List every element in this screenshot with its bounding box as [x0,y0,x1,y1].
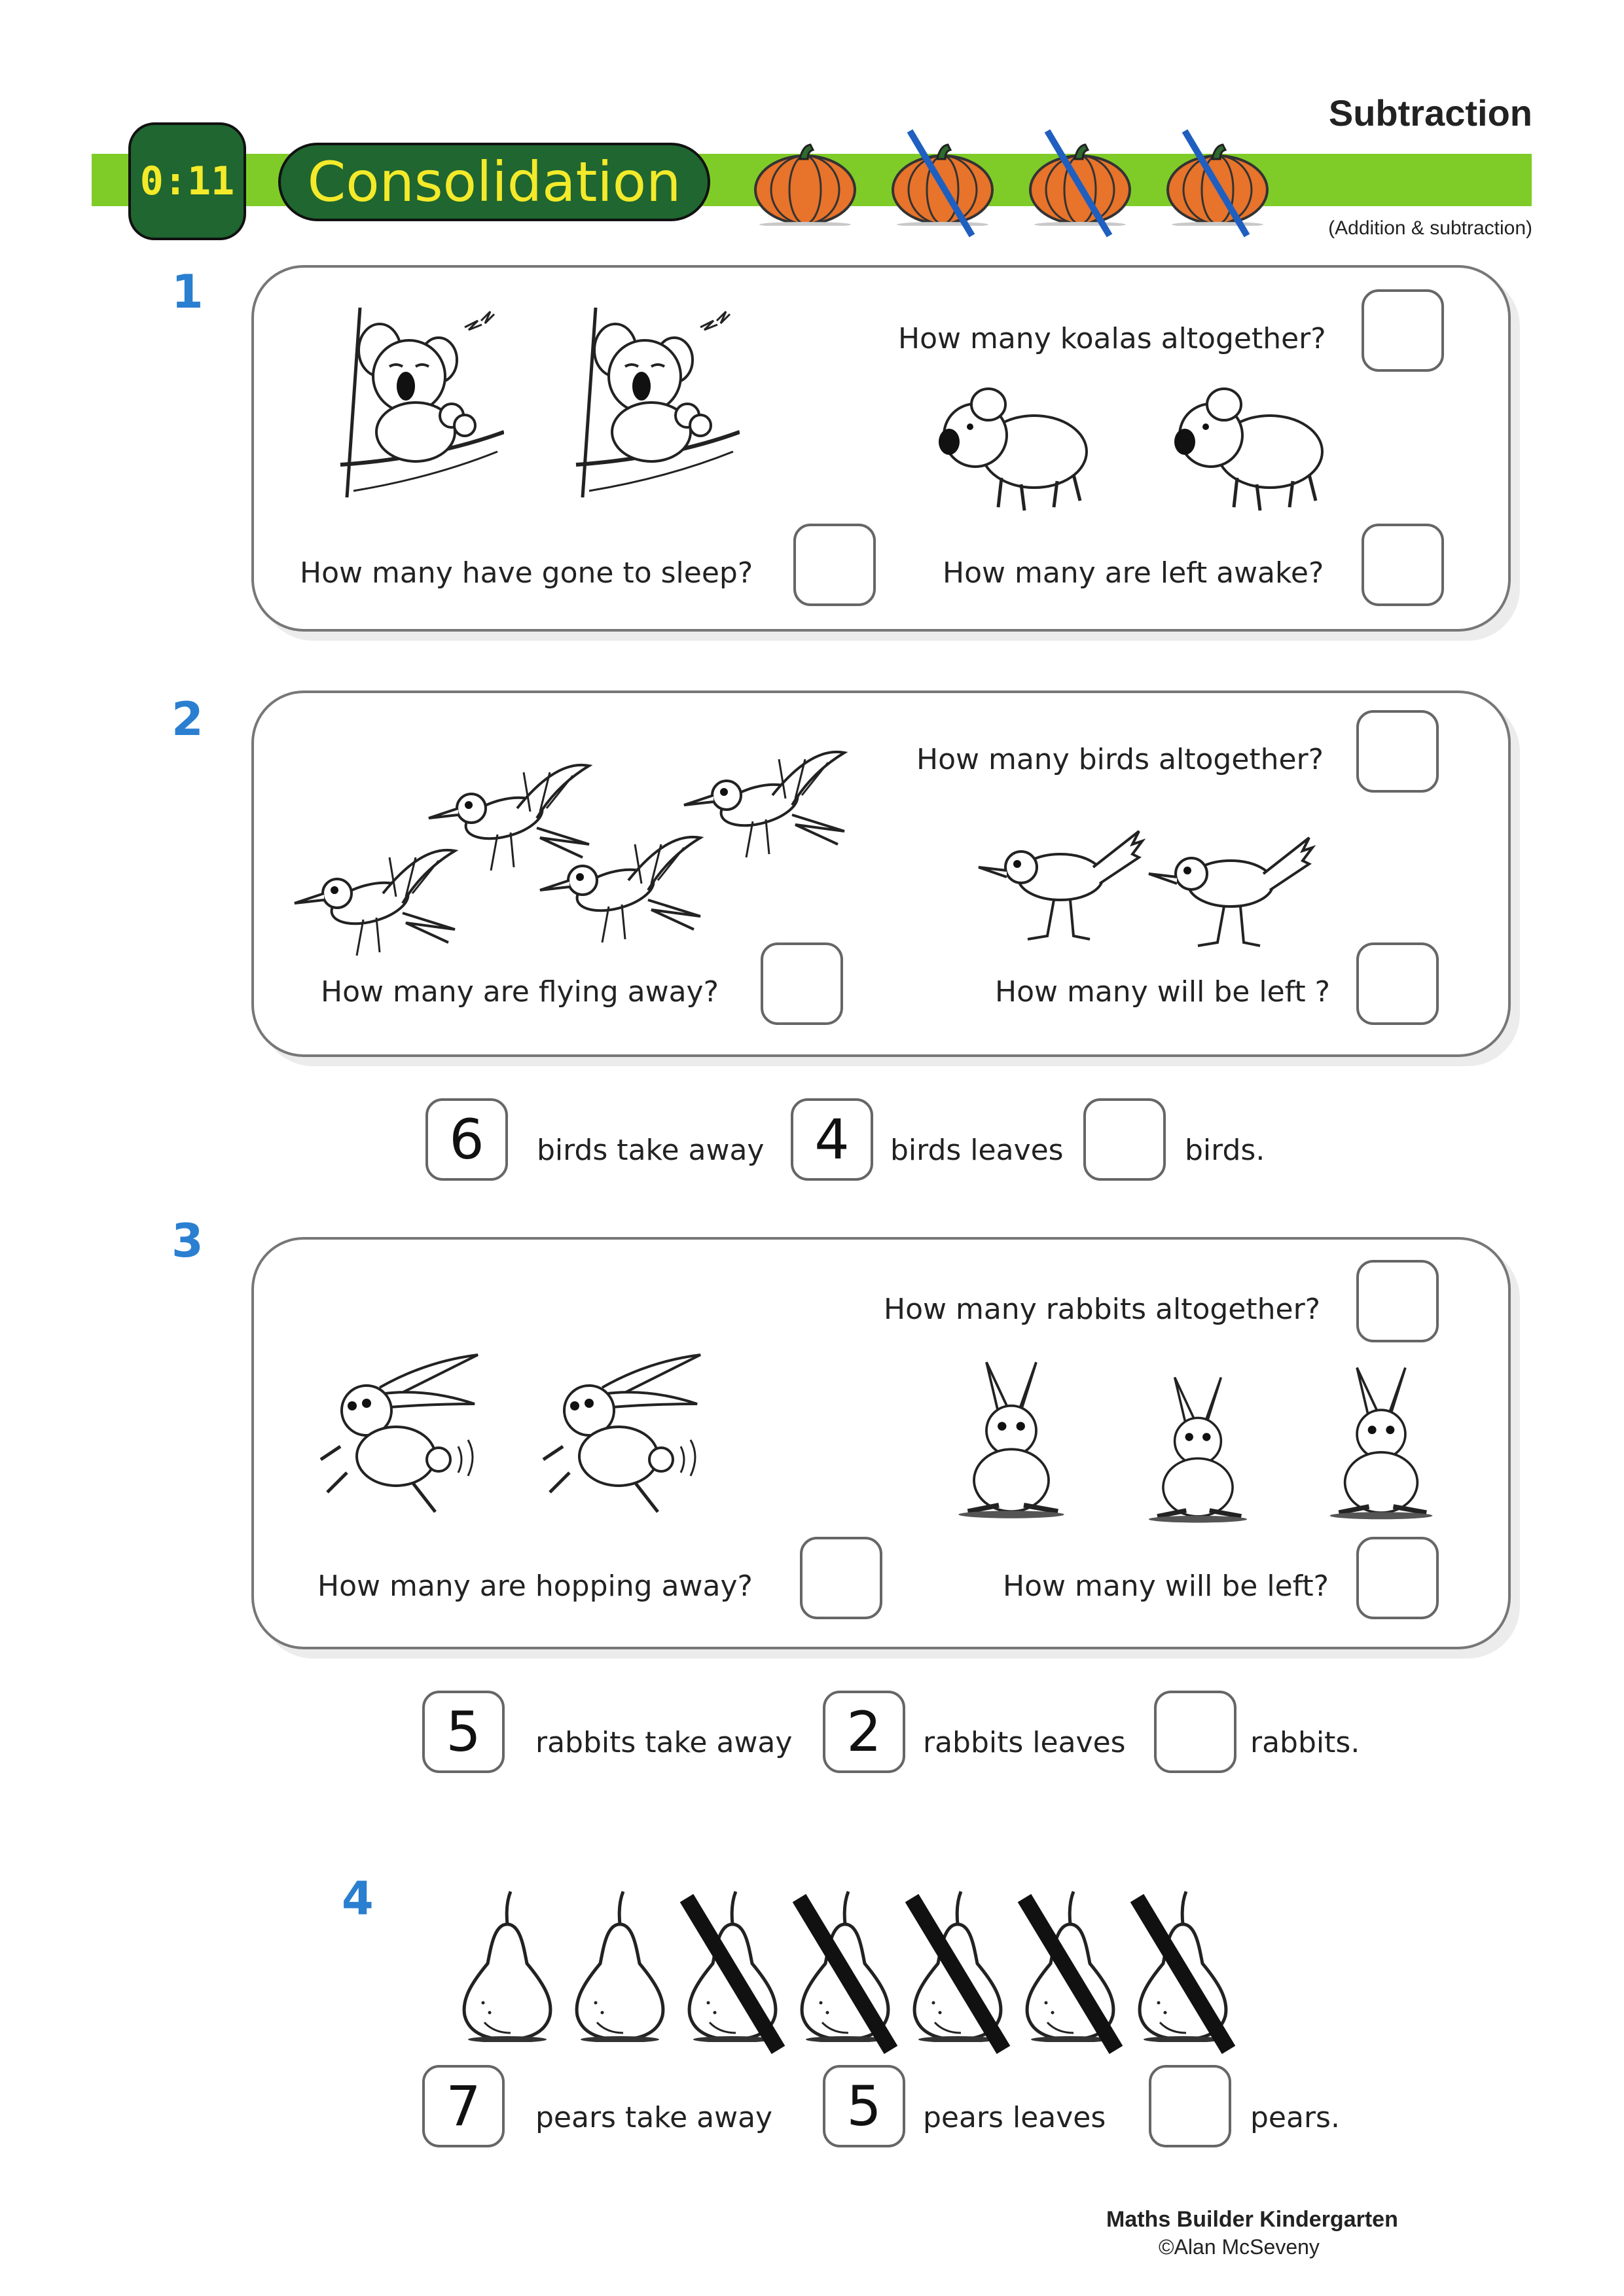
sentence-3-box-1[interactable]: 5 [422,1691,505,1773]
crossed-pear-icon [799,1892,891,2050]
question-number-2: 2 [171,692,204,746]
sentence-2-box-3[interactable] [1083,1098,1166,1181]
answer-box-q1-altogether[interactable] [1362,289,1444,372]
answer-box-q3-left[interactable] [1356,1537,1439,1619]
answer-box-q3-altogether[interactable] [1356,1260,1439,1342]
koala-awake-icon [1165,386,1335,517]
question-1-left: How many are left awake? [943,556,1324,590]
crossed-pear-icon [1024,1892,1116,2050]
pear-icon [577,1892,663,2043]
crossed-pumpkin-icon [893,131,992,236]
rabbit-sitting-icon [1136,1374,1260,1525]
rabbit-hopping-icon [314,1348,484,1518]
subtopic: (Addition & subtraction) [1328,217,1532,239]
answer-box-q2-altogether[interactable] [1356,710,1439,793]
koala-awake-icon [929,386,1100,517]
crossed-pear-icon [1137,1892,1229,2050]
rabbit-sitting-icon [949,1358,1074,1522]
sentence-2-text-1: birds take away [537,1134,765,1167]
question-1-gone: How many have gone to sleep? [300,556,753,590]
sentence-4-text-1: pears take away [535,2101,773,2134]
crossed-pumpkin-icon [1168,131,1267,236]
question-2-left: How many will be left ? [995,975,1330,1009]
sentence-2-text-2: birds leaves [890,1134,1064,1167]
question-number-4: 4 [342,1872,374,1926]
bird-standing-icon [975,805,1146,949]
answer-box-q2-gone[interactable] [761,942,843,1025]
sentence-2-box-2[interactable]: 4 [791,1098,873,1181]
koala-sleeping-icon [334,301,511,504]
crossed-pear-icon [912,1892,1003,2050]
answer-box-q1-left[interactable] [1362,524,1444,606]
sentence-2-text-3: birds. [1185,1134,1265,1167]
sentence-3-box-3[interactable] [1154,1691,1236,1773]
question-2-gone: How many are flying away? [321,975,719,1009]
question-3-altogether: How many rabbits altogether? [884,1293,1321,1326]
rabbit-hopping-icon [537,1348,707,1518]
pear-icon [464,1892,550,2043]
sentence-2-box-1[interactable]: 6 [425,1098,508,1181]
bird-standing-icon [1146,812,1316,956]
pear-row [458,1878,1244,2055]
page-title: Consolidation [278,143,710,221]
bird-flying-icon [681,733,851,864]
rabbit-sitting-icon [1319,1365,1443,1522]
sentence-4-box-3[interactable] [1149,2065,1231,2147]
pumpkin-rating [746,128,1283,242]
footer-author: ©Alan McSeveny [1159,2235,1320,2259]
question-1-altogether: How many koalas altogether? [898,322,1326,355]
question-3-gone: How many are hopping away? [317,1570,753,1603]
sentence-3-text-2: rabbits leaves [923,1726,1126,1759]
worksheet-code: 0:11 [128,122,246,240]
sentence-4-text-2: pears leaves [923,2101,1106,2134]
sentence-4-box-1[interactable]: 7 [422,2065,505,2147]
crossed-pear-icon [687,1892,778,2050]
question-3-left: How many will be left? [1003,1570,1329,1603]
answer-box-q1-gone[interactable] [793,524,876,606]
sentence-3-box-2[interactable]: 2 [823,1691,905,1773]
footer-book: Maths Builder Kindergarten [1106,2207,1398,2232]
question-2-altogether: How many birds altogether? [916,743,1324,776]
sentence-3-text-3: rabbits. [1250,1726,1360,1759]
topic-title: Subtraction [1328,92,1532,134]
question-number-3: 3 [171,1214,204,1268]
sentence-4-text-3: pears. [1250,2101,1340,2134]
answer-box-q2-left[interactable] [1356,942,1439,1025]
sentence-4-box-2[interactable]: 5 [823,2065,905,2147]
pumpkin-icon [755,145,855,227]
crossed-pumpkin-icon [1030,131,1130,236]
sentence-3-text-1: rabbits take away [535,1726,793,1759]
question-number-1: 1 [171,265,204,319]
answer-box-q3-gone[interactable] [800,1537,882,1619]
koala-sleeping-icon [569,301,746,504]
